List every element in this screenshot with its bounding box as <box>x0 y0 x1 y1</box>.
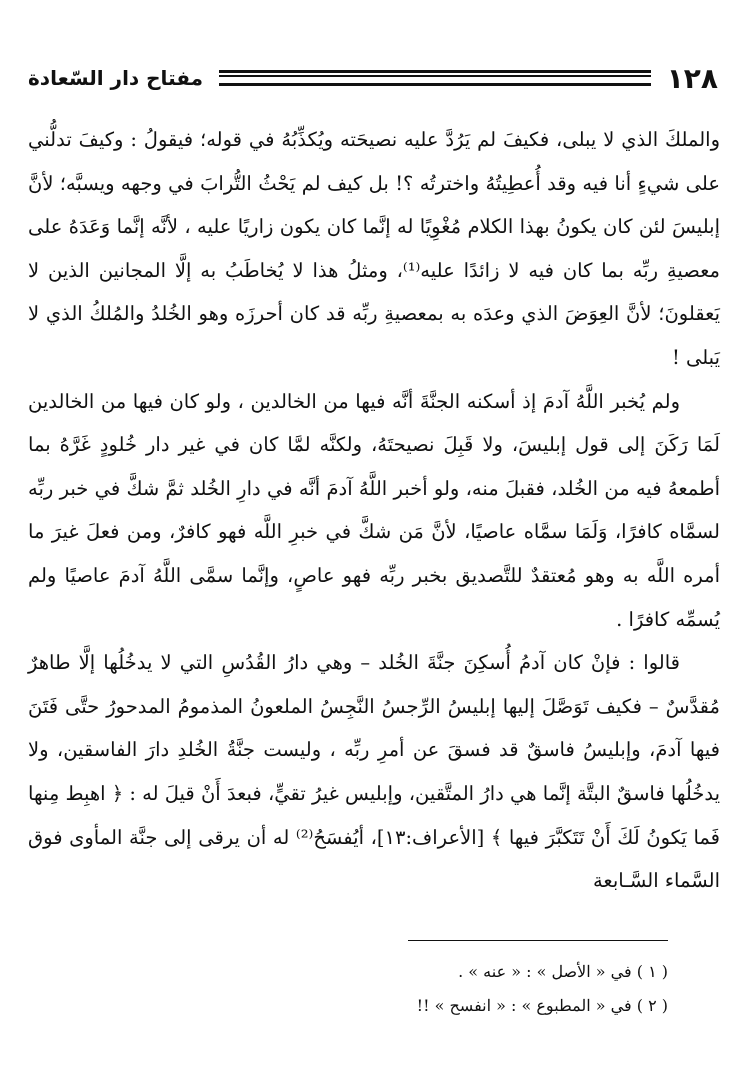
paragraph: والملكَ الذي لا يبلى، فكيفَ لم يَرُدَّ عليه نصيحَته ويُكذِّبُهُ في قوله؛ فيقولُ : وكيفَ تدلُّني على شيءٍ أنا فيه وقد أُعطِيتُهُ واخترتُه ؟! بل كيف لم يَحْثُ التُّرابَ في وجهه ويسبَّه؛ لأنَّ إبليسَ لئن كان يكونُ بهذا الكلام مُغْوِيًا له إنَّما كان يكون زاريًا عليه ، لأنَّه إنَّما وَعَدَهُ على معصيةِ ربِّه بما كان فيه لا زائدًا عليه⁽¹⁾، ومثلُ هذا لا يُخاطَبُ به إلَّا المجانين الذين لا يَعقلونَ؛ لأنَّ العِوَضَ الذي وعدَه به بمعصيةِ ربِّه قد كان أحرزَه وهو الخُلدُ والمُلكُ الذي لا يَبلى ! <box>28 128 720 369</box>
body-text <box>28 118 720 903</box>
page-header <box>28 58 718 98</box>
footnote: ( ٢ ) في « المطبوع » : « انفسح » !! <box>416 996 668 1015</box>
footnotes <box>200 955 668 1023</box>
paragraph: قالوا : فإنْ كان آدمُ أُسكِنَ جنَّةَ الخُلد – وهي دارُ القُدُسِ التي لا يدخُلُها إلَّا طاهرٌ مُقدَّسٌ – فكيف تَوَصَّلَ إليها إبليسُ الرِّجسُ النَّجِسُ الملعونُ المذمومُ المدحورُ حتَّى فَتَنَ فيها آدمَ، وإبليسُ فاسقٌ قد فسقَ عن أمرِ ربِّه ، وليست جنَّةُ الخُلدِ دارَ الفاسقين، ولا يدخُلُها فاسقٌ البتَّة إنَّما هي دارُ المتَّقين، وإبليس غيرُ تقيٍّ، فبعدَ أَنْ قيلَ له : ﴿ اهبِط مِنها فَما يَكونُ لَكَ أَنْ تَتَكبَّرَ فيها ﴾ [الأعراف:١٣]، أيُفسَحُ⁽²⁾ له أن يرقى إلى جنَّة المأوى فوق السَّماء السَّـابعة <box>28 651 720 893</box>
book-title: مفتاح دار السّعادة <box>28 66 204 90</box>
footnote-separator <box>408 940 668 941</box>
page-number: ١٢٨ <box>666 61 718 95</box>
paragraph: ولم يُخبر اللَّهُ آدمَ إذ أسكنه الجنَّةَ أنَّه فيها من الخالدين ، ولو كان فيها من الخالدين لَمَا رَكَنَ إلى قول إبليسَ، ولا قَبِلَ نصيحتَهُ، ولكنَّه لمَّا كان في غير دار خُلودٍ غَرَّهُ بما أطمعهُ فيه من الخُلد، فقبلَ منه، ولو أخبر اللَّهُ آدمَ أنَّه في دارِ الخُلد ثمَّ شكَّ في خبر ربِّه لسمَّاه كافرًا، وَلَمَا سمَّاه عاصيًا، لأنَّ مَن شكَّ في خبرِ اللَّه فهو كافرٌ، ومن فعلَ غيرَ ما أمره اللَّه به وهو مُعتقدٌ للتَّصديق بخبر ربِّه فهو عاصٍ، وإنَّما سمَّى اللَّهُ آدمَ عاصيًا ولم يُسمِّه كافرًا . <box>28 389 720 631</box>
header-rule <box>219 70 651 86</box>
footnote: ( ١ ) في « الأصل » : « عنه » . <box>458 962 668 981</box>
